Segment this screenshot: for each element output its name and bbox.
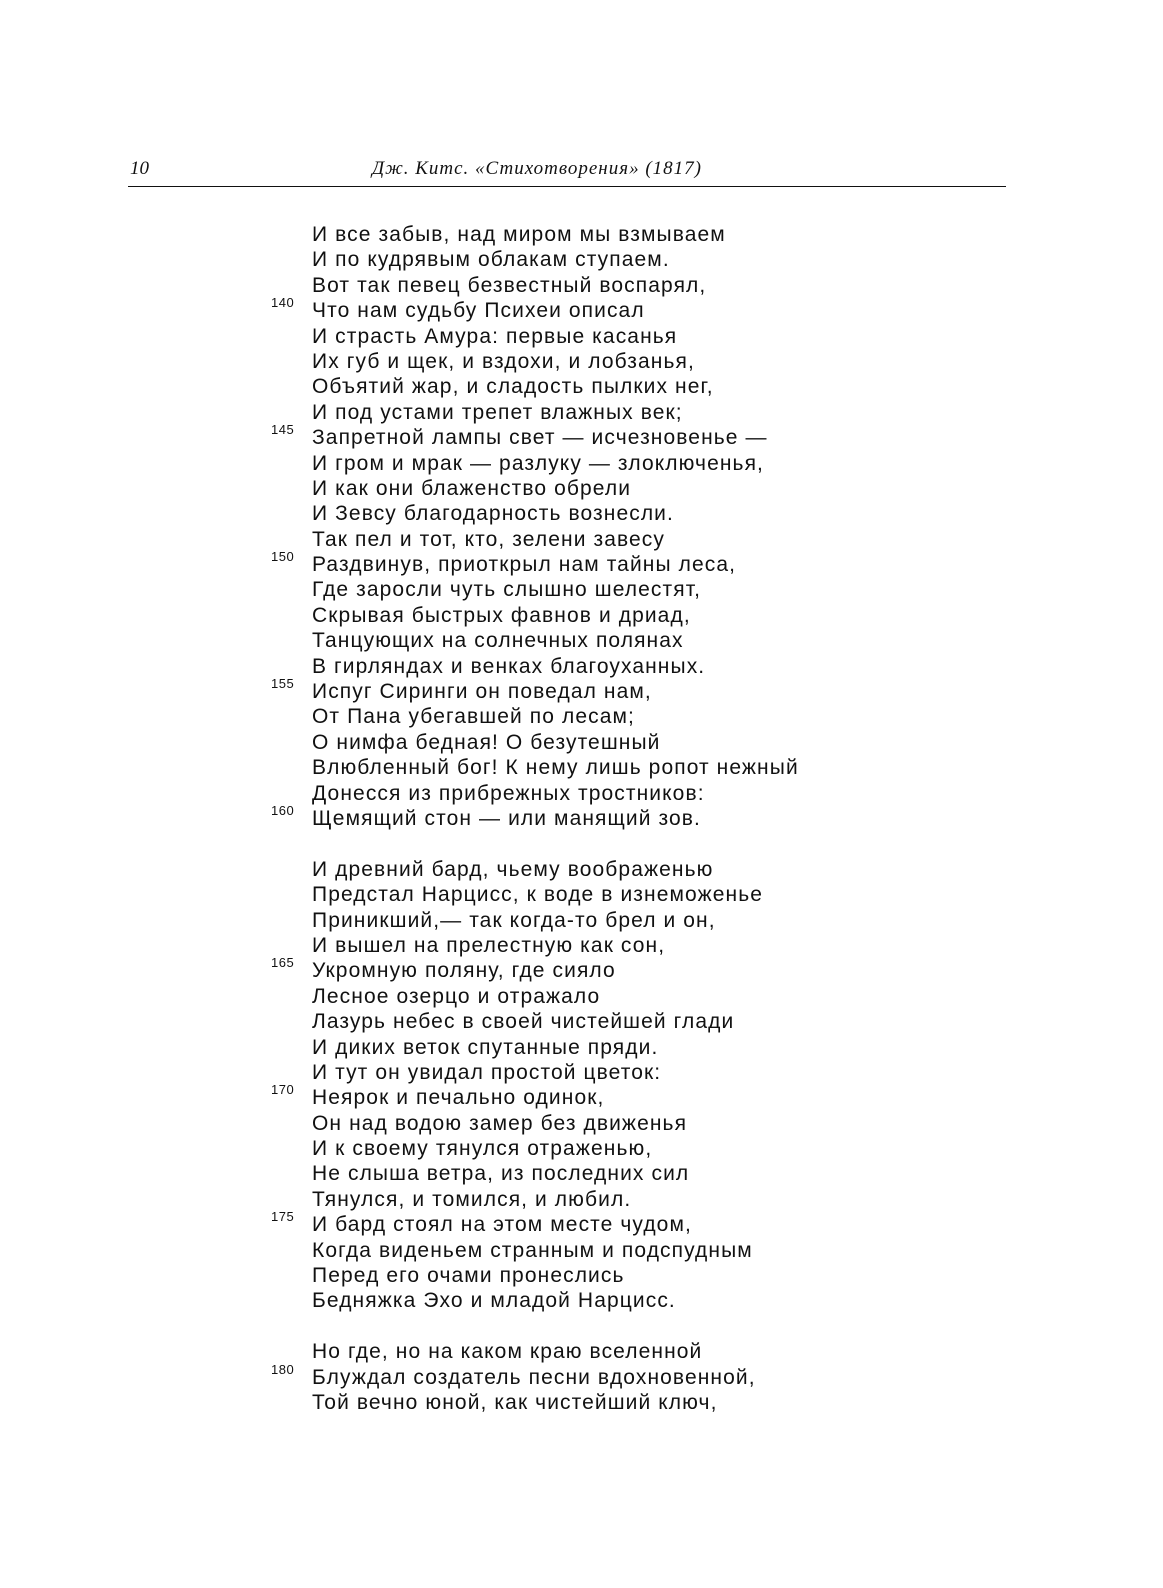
verse-line-text: Он над водою замер без движенья	[312, 1111, 688, 1135]
line-number: 175	[271, 1209, 295, 1225]
verse-line-text: Испуг Сиринги он поведал нам,	[312, 680, 652, 704]
verse-line	[312, 1339, 952, 1364]
line-number: 150	[271, 549, 295, 565]
verse-line	[312, 1035, 952, 1060]
verse-line	[271, 1209, 952, 1237]
verse-line-text: Блуждал создатель песни вдохновенной,	[312, 1365, 756, 1389]
verse-line	[271, 1082, 952, 1110]
verse-line	[312, 349, 952, 374]
verse-line-text: Укромную поляну, где сияло	[312, 959, 616, 983]
verse-line	[312, 577, 952, 602]
line-number: 180	[271, 1361, 295, 1377]
verse-line-text: И бард стоял на этом месте чудом,	[312, 1213, 692, 1237]
verse-line	[312, 501, 952, 526]
verse-line-text: И гром и мрак — разлуку — злоключенья,	[312, 451, 764, 475]
verse-line	[312, 1111, 952, 1136]
verse-line-text: Когда виденьем странным и подспудным	[312, 1238, 753, 1262]
line-number: 160	[271, 802, 295, 818]
verse-line-text: Бедняжка Эхо и младой Нарцисс.	[312, 1289, 676, 1313]
verse-line-text: Объятий жар, и сладость пылких нег,	[312, 375, 714, 399]
verse-line-text: Не слыша ветра, из последних сил	[312, 1162, 690, 1186]
verse-line-text: Что нам судьбу Психеи описал	[312, 299, 645, 323]
verse-line	[312, 704, 952, 729]
verse-line-text: И под устами трепет влажных век;	[312, 400, 683, 424]
verse-line-text: От Пана убегавшей по лесам;	[312, 705, 635, 729]
verse-line-text: И тут он увидал простой цветок:	[312, 1060, 662, 1084]
verse-line	[312, 857, 952, 882]
verse-line-text: Их губ и щек, и вздохи, и лобзанья,	[312, 349, 695, 373]
verse-line	[312, 933, 952, 958]
stanza-break	[312, 831, 952, 856]
line-number: 170	[271, 1082, 295, 1098]
verse-line	[312, 374, 952, 399]
line-number: 155	[271, 676, 295, 692]
verse-line	[312, 882, 952, 907]
verse-line	[312, 1288, 952, 1313]
verse-line	[312, 1187, 952, 1212]
verse-line	[271, 802, 952, 831]
poem-body	[271, 222, 952, 1415]
verse-line	[312, 1390, 952, 1415]
verse-line	[312, 1161, 952, 1186]
verse-line	[312, 1136, 952, 1161]
verse-line	[271, 1361, 952, 1390]
verse-line	[312, 324, 952, 349]
verse-line	[312, 1060, 952, 1085]
verse-line-text: Вот так певец безвестный воспарял,	[312, 273, 707, 297]
stanza-break	[312, 1314, 952, 1339]
verse-line-text: Скрывая быстрых фавнов и дриад,	[312, 603, 691, 627]
header-rule	[128, 186, 1006, 187]
verse-line	[312, 273, 952, 298]
running-title: Дж. Китс. «Стихотворения» (1817)	[372, 158, 702, 179]
verse-line-text: Где заросли чуть слышно шелестят,	[312, 578, 702, 602]
verse-line-text: Перед его очами пронеслись	[312, 1264, 625, 1288]
line-number: 165	[271, 955, 295, 971]
verse-line-text: Щемящий стон — или манящий зов.	[312, 806, 701, 830]
verse-line	[312, 1263, 952, 1288]
verse-line	[312, 400, 952, 425]
verse-line-text: И как они блаженство обрели	[312, 476, 632, 500]
verse-line	[312, 1009, 952, 1034]
verse-line-text: И все забыв, над миром мы взмываем	[312, 223, 726, 246]
verse-line	[271, 422, 952, 450]
verse-line-text: Влюбленный бог! К нему лишь ропот нежный	[312, 756, 799, 780]
line-number: 140	[271, 295, 295, 311]
page-number: 10	[130, 158, 149, 179]
verse-line-text: И диких веток спутанные пряди.	[312, 1035, 659, 1059]
verse-line-text: И древний бард, чьему воображенью	[312, 857, 714, 881]
verse-line-text: И вышел на прелестную как сон,	[312, 933, 666, 957]
verse-line-text: И страсть Амура: первые касанья	[312, 324, 678, 348]
verse-line-text: Но где, но на каком краю вселенной	[312, 1340, 703, 1364]
verse-line-text: Тянулся, и томился, и любил.	[312, 1187, 632, 1211]
verse-line	[312, 247, 952, 272]
verse-line-text: И по кудрявым облакам ступаем.	[312, 248, 670, 272]
verse-line	[271, 676, 952, 704]
verse-line-text: Неярок и печально одинок,	[312, 1086, 605, 1110]
verse-line	[312, 781, 952, 806]
verse-line	[312, 476, 952, 501]
verse-line-text: Раздвинув, приоткрыл нам тайны леса,	[312, 553, 737, 577]
running-head	[128, 158, 1006, 188]
verse-line-text: Танцующих на солнечных полянах	[312, 629, 684, 653]
verse-line	[312, 603, 952, 628]
verse-line-text: Донесся из прибрежных тростников:	[312, 781, 705, 805]
verse-line-text: В гирляндах и венках благоуханных.	[312, 654, 706, 678]
verse-line	[271, 955, 952, 983]
verse-line-text: О нимфа бедная! О безутешный	[312, 730, 661, 754]
verse-line-text: Предстал Нарцисс, к воде в изнеможенье	[312, 883, 764, 907]
verse-line-text: Так пел и тот, кто, зелени завесу	[312, 527, 665, 551]
verse-line	[271, 295, 952, 323]
line-number: 145	[271, 422, 295, 438]
verse-line	[312, 451, 952, 476]
verse-line	[312, 755, 952, 780]
verse-line	[312, 1238, 952, 1263]
verse-line	[312, 222, 952, 247]
verse-line-text: Лесное озерцо и отражало	[312, 984, 601, 1008]
verse-line	[271, 549, 952, 577]
verse-line	[312, 628, 952, 653]
verse-line	[312, 984, 952, 1009]
verse-line	[312, 654, 952, 679]
verse-line	[312, 730, 952, 755]
verse-line-text: И к своему тянулся отраженью,	[312, 1137, 653, 1161]
verse-line	[312, 908, 952, 933]
verse-line-text: Запретной лампы свет — исчезновенье —	[312, 426, 768, 450]
verse-line-text: Приникший,— так когда-то брел и он,	[312, 908, 716, 932]
verse-line-text: И Зевсу благодарность вознесли.	[312, 502, 674, 526]
verse-line-text: Лазурь небес в своей чистейшей глади	[312, 1010, 735, 1034]
verse-line-text: Той вечно юной, как чистейший ключ,	[312, 1390, 718, 1414]
verse-line	[312, 527, 952, 552]
